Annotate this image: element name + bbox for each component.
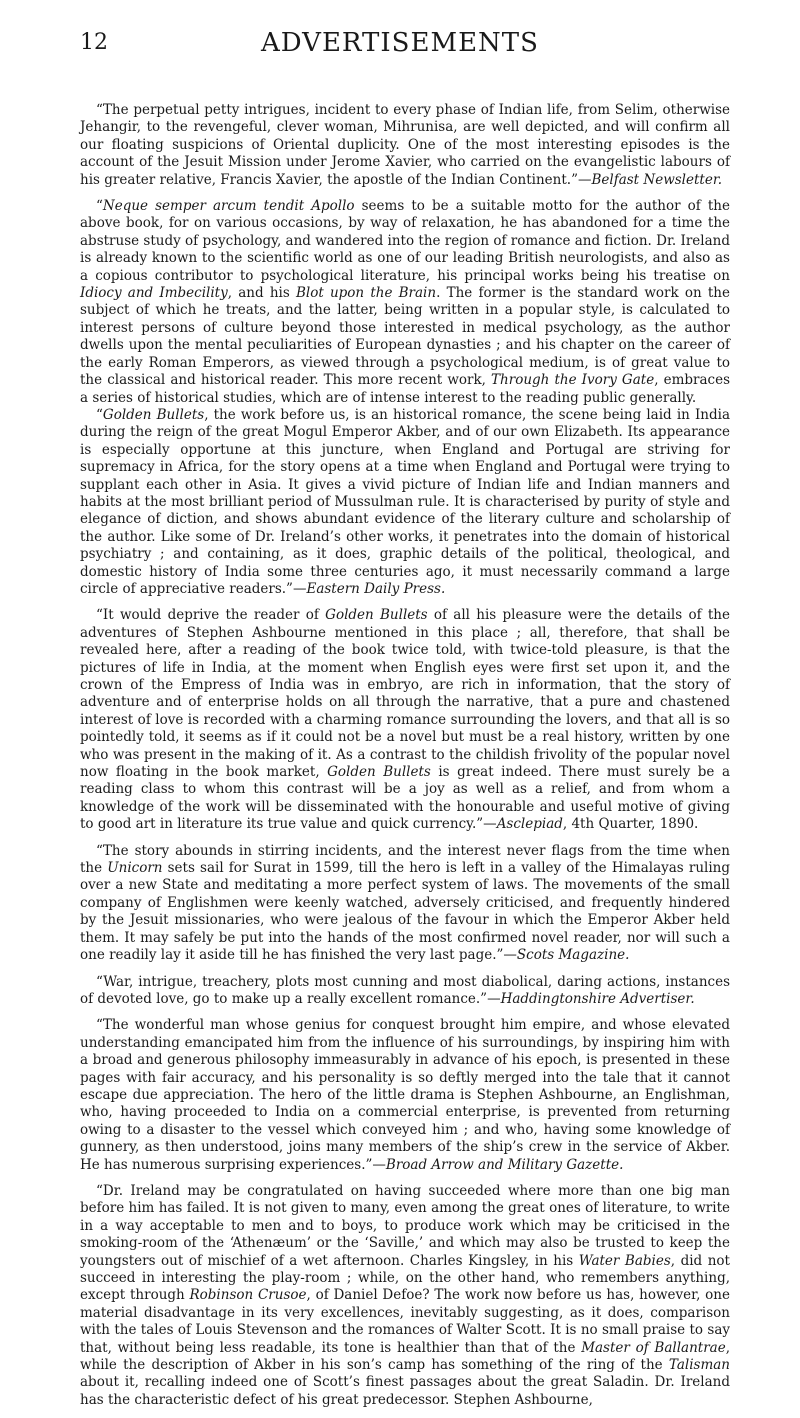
body-text [80, 102, 730, 1418]
title-robinson-crusoe: Robinson Crusoe [189, 1287, 307, 1304]
source-asclepiad: Asclepiad [496, 816, 563, 833]
title-golden-bullets: Golden Bullets [325, 607, 428, 624]
review-eastern-daily-press: “Golden Bullets, the work before us, is an historical romance, the scene being laid in India during the reign of the great Mogul Emperor Akber, and of our own Elizabeth. Its appearance is especially opportune at this juncture, when England and Portugal are striving for supremacy in Africa, for the story opens at a time when England and Portugal were trying to supplant each other in Asia. It gives a vivid picture of Indian life and Indian manners and habits at the most brilliant period of Mussulman rule. It is characterised by purity of style and elegance of diction, and shows abundant evidence of the literary culture and scholarship of the author. Like some of Dr. Ireland’s other works, it penetrates into the domain of historical psychiatry ; and containing, as it does, graphic details of the political, theological, and domestic history of India some three centuries ago, it must necessarily command a large circle of appreciative readers.”—Eastern Daily Press. [80, 406, 730, 597]
review-neque-semper: “Neque semper arcum tendit Apollo seems to be a suitable motto for the author of the above book, for on various occasions, by way of relaxation, he has abandoned for a time the abstruse study of psychology, and wandered into the region of romance and fiction. Dr. Ireland is already known to the scientific world as one of our leading British neurologists, and also as a copious contributor to psychological literature, his principal works being his treatise on Idiocy and Imbecility, and his Blot upon the Brain. The former is the standard work on the subject of which he treats, and the latter, being written in a popular style, is calculated to interest persons of culture beyond those interested in medical psychology, as the author dwells upon the mental peculiarities of European dynasties ; and his chapter on the career of the early Roman Emperors, as viewed through a psychological medium, is of great value to the classical and historical reader. This more recent work, Through the Ivory Gate, embraces a series of historical studies, which are of intense interest to the reading public generally. [80, 198, 730, 406]
title-idiocy-and-imbecility: Idiocy and Imbecility [80, 285, 228, 302]
review-broad-arrow: “The wonderful man whose genius for conquest brought him empire, and whose elevated understanding emancipated him from the influence of his surroundings, by inspiring him with a broad and generous philosophy immeasurably in advance of his epoch, is presented in these pages with fair accuracy, and his personality is so deftly merged into the tale that it cannot escape due appreciation. The hero of the little drama is Stephen Ashbourne, an Englishman, who, having proceeded to India on a commercial enterprise, is prevented from returning owing to a disaster to the vessel which conveyed him ; and who, having some knowledge of gunnery, as then understood, joins many members of the ship’s crew in the service of Akber. He has numerous surprising experiences.”—Broad Arrow and Military Gazette. [80, 1017, 730, 1173]
title-talisman: Talisman [668, 1357, 730, 1374]
source-haddingtonshire-advertiser: Haddingtonshire Advertiser. [500, 990, 695, 1007]
title-through-the-ivory-gate: Through the Ivory Gate [491, 372, 655, 389]
title-blot-upon-the-brain: Blot upon the Brain [295, 285, 437, 302]
source-broad-arrow: Broad Arrow and Military Gazette. [385, 1156, 624, 1173]
ship-name-unicorn: Unicorn [107, 860, 163, 877]
review-asclepiad: “It would deprive the reader of Golden Bullets of all his pleasure were the details of the adventures of Stephen Ashbourne mentioned in this place ; all, therefore, that shall be revealed here, after a reading of the book twice told, with twice-told pleasure, is that the pictures of life in India, at the moment when English eyes were first set upon it, and the crown of the Empress of India was in embryo, are rich in information, that the story of adventure and of enterprise holds on all through the narrative, that a pure and chastened interest of love is recorded with a charming romance surrounding the lovers, and that all is so pointedly told, it seems as if it could not be a novel but must be a real history, written by one who was present in the making of it. As a contrast to the childish frivolity of the popular novel now floating in the book market, Golden Bullets is great indeed. There must surely be a reading class to whom this contrast will be a joy as well as a relief, and from whom a knowledge of the work will be disseminated with the honourable and useful motive of giving to good art in literature its true value and quick currency.”—Asclepiad, 4th Quarter, 1890. [80, 607, 730, 833]
title-master-of-ballantrae: Master of Ballantrae [581, 1339, 726, 1356]
title-water-babies: Water Babies [578, 1252, 671, 1269]
running-head: ADVERTISEMENTS [261, 28, 539, 58]
quote-latin-motto: Neque semper arcum tendit Apollo [102, 198, 355, 215]
title-golden-bullets: Golden Bullets [327, 764, 431, 781]
review-haddingtonshire-advertiser: “War, intrigue, treachery, plots most cunning and most diabolical, daring actions, instances of devoted love, go to make up a really excellent romance.”—Haddingtonshire Advertiser. [80, 973, 730, 1007]
source-scots-magazine: Scots Magazine. [516, 947, 630, 964]
page-number: 12 [80, 30, 108, 55]
review-belfast-newsletter: “The perpetual petty intrigues, incident to every phase of Indian life, from Selim, otherwise Jehangir, to the revengeful, clever woman, Mihrunisa, are well depicted, and will confirm all our floating suspicions of Oriental duplicity. One of the most interesting episodes is the account of the Jesuit Mission under Jerome Xavier, who carried on the evangelistic labours of his greater relative, Francis Xavier, the apostle of the Indian Continent.”—Belfast Newsletter. [80, 102, 730, 188]
source-eastern-daily-press: Eastern Daily Press. [306, 580, 446, 597]
source-belfast-newsletter: Belfast Newsletter. [591, 171, 723, 188]
review-dr-ireland-congratulated: “Dr. Ireland may be congratulated on having succeeded where more than one big man before him has failed. It is not given to many, even among the great ones of literature, to write in a way acceptable to men and to boys, to produce work which may be criticised in the smoking-room of the ‘Athenæum’ or the ‘Saville,’ and which may also be trusted to keep the youngsters out of mischief of a wet afternoon. Charles Kingsley, in his Water Babies, did not succeed in interesting the play-room ; while, on the other hand, who remembers anything, except through Robinson Crusoe, of Daniel Defoe? The work now before us has, however, one material disadvantage in its very excellences, inevitably suggesting, as it does, comparison with the tales of Louis Stevenson and the romances of Walter Scott. It is no small praise to say that, without being less readable, its tone is healthier than that of the Master of Ballantrae, while the description of Akber in his son’s camp has something of the ring of the Talisman about it, recalling indeed one of Scott’s finest passages about the great Saladin. Dr. Ireland has the characteristic defect of his great predecessor. Stephen Ashbourne, [80, 1182, 730, 1408]
title-golden-bullets: Golden Bullets [102, 406, 205, 423]
review-scots-magazine: “The story abounds in stirring incidents, and the interest never flags from the time when the Unicorn sets sail for Surat in 1599, till the hero is left in a valley of the Himalayas ruling over a new State and meditating a more perfect system of laws. The movements of the small company of Englishmen were keenly watched, adversely criticised, and frequently hindered by the Jesuit missionaries, who were jealous of the favour in which the Emperor Akber held them. It may safely be put into the hands of the most confirmed novel reader, nor will such a one readily lay it aside till he has finished the very last page.”—Scots Magazine. [80, 842, 730, 964]
